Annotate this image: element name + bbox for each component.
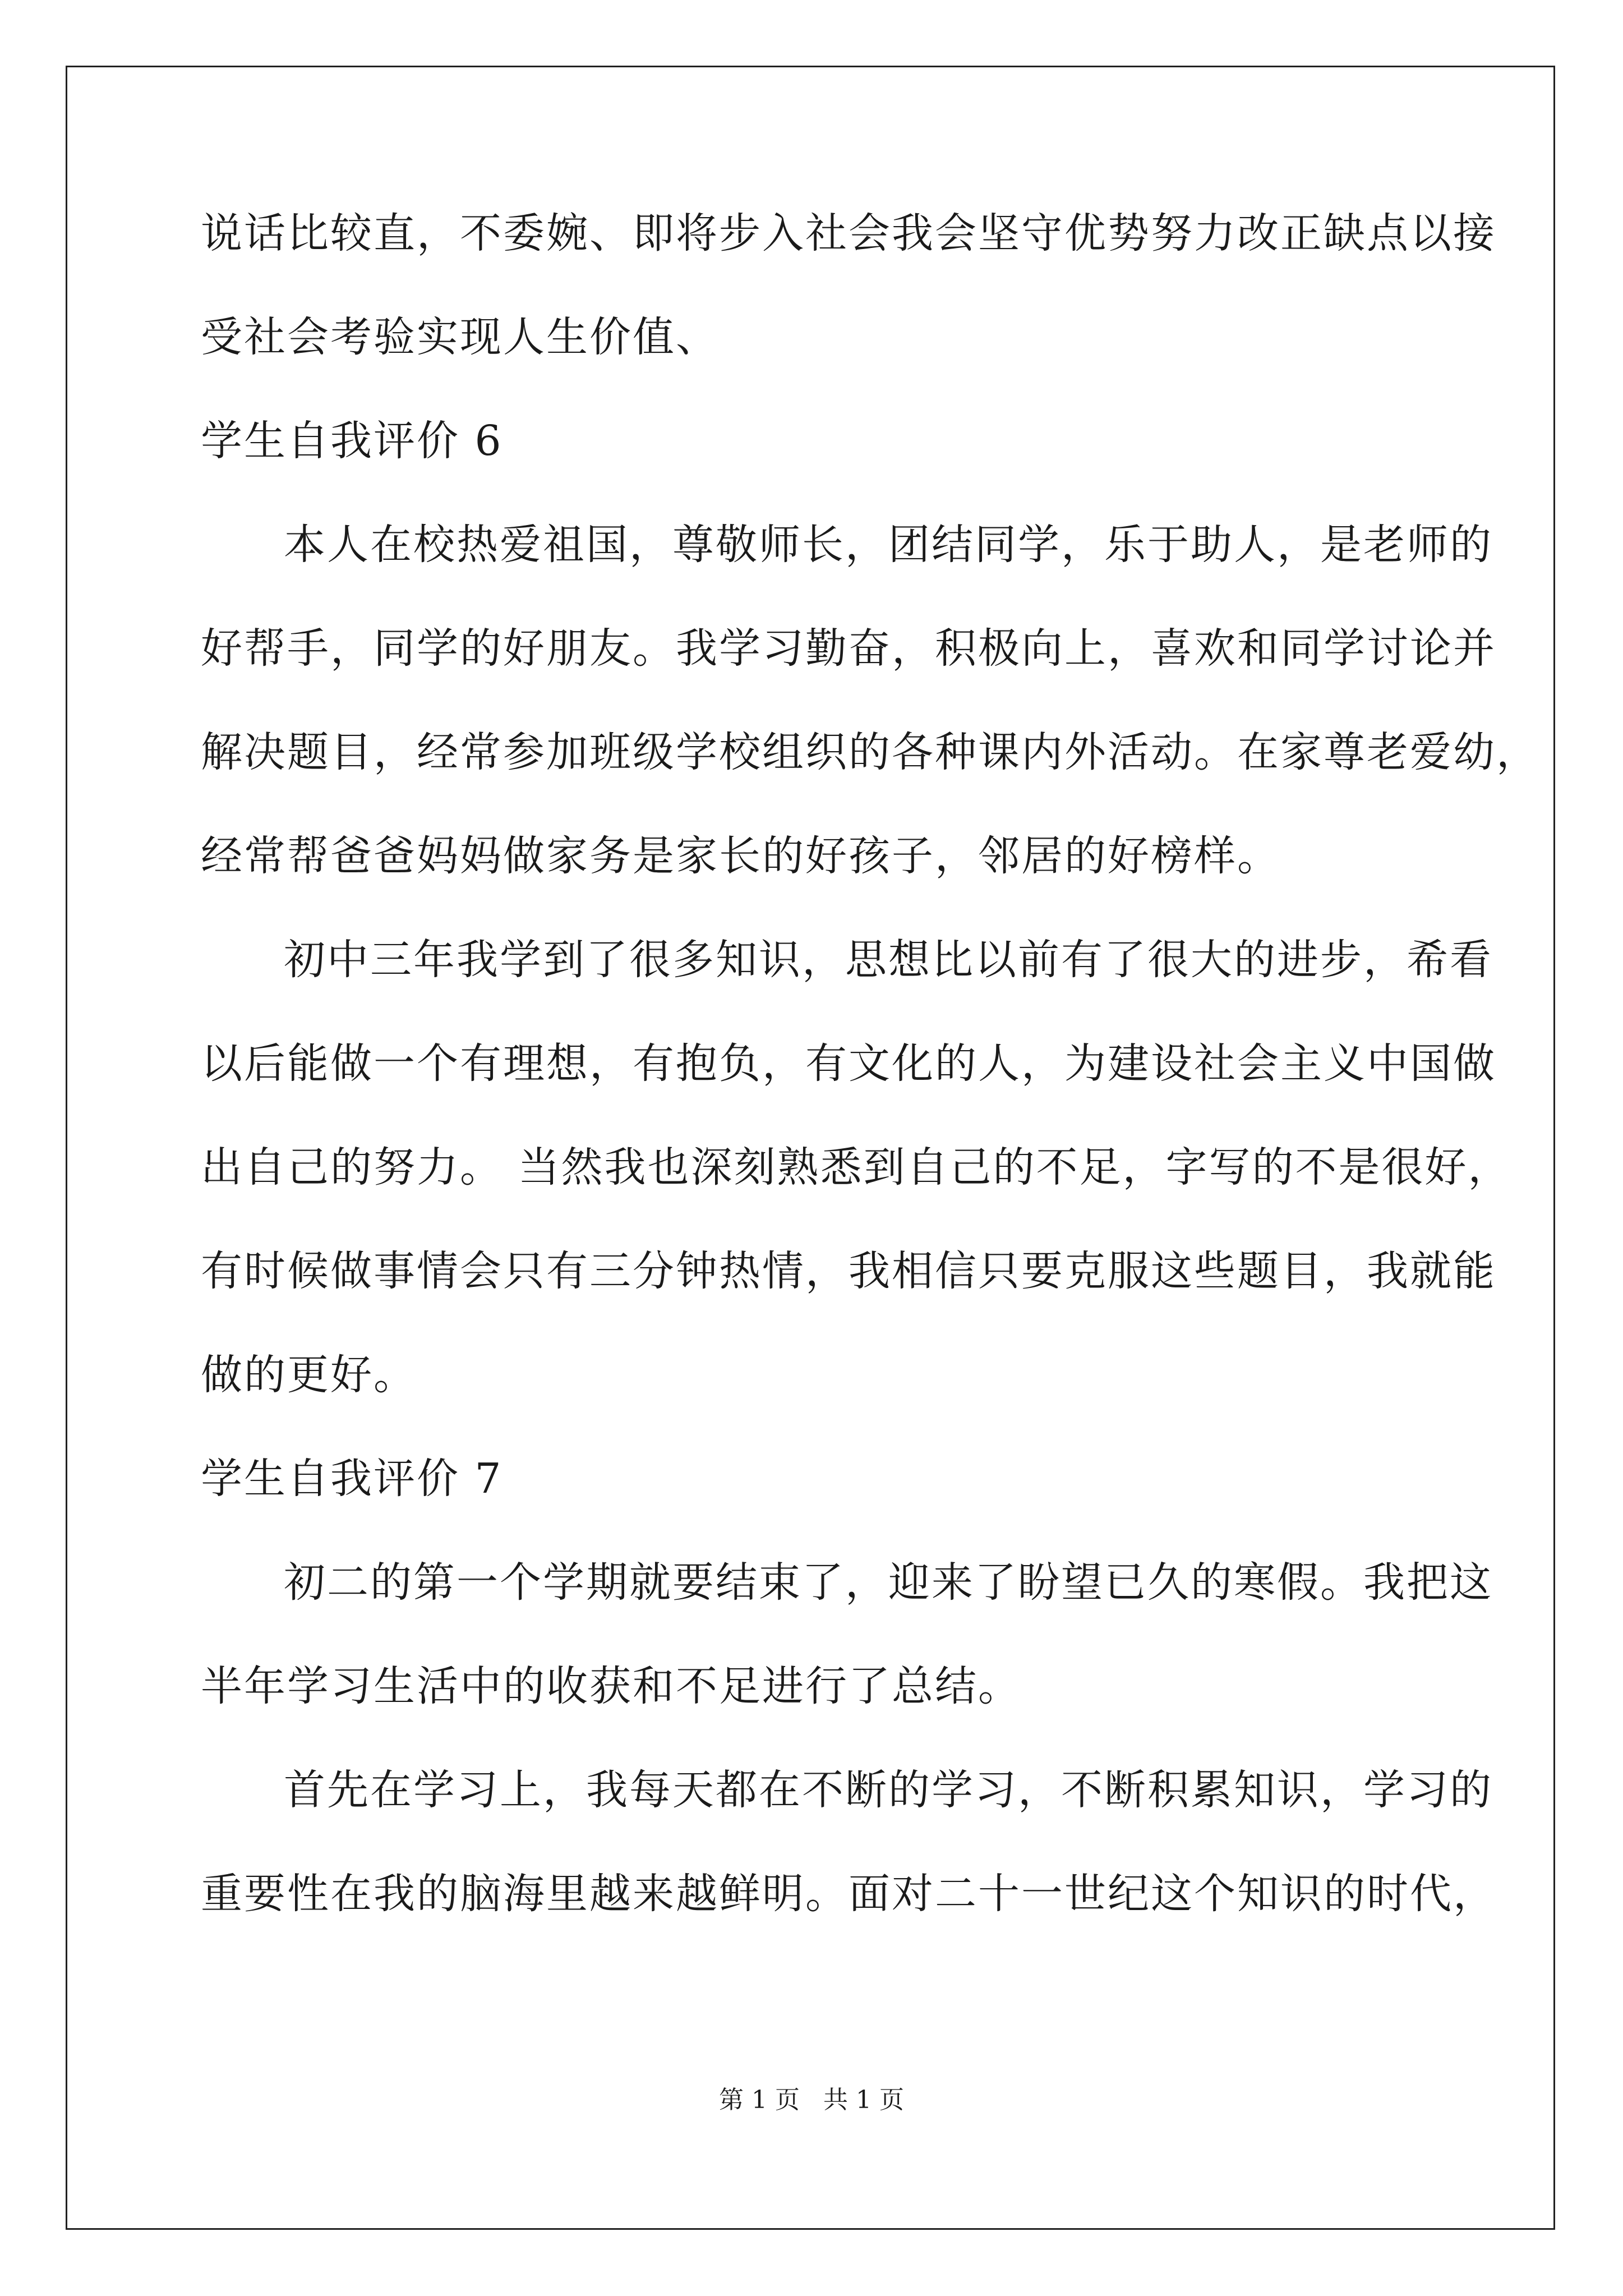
body-line: 经常帮爸爸妈妈做家务是家长的好孩子，邻居的好榜样。 <box>201 832 1280 880</box>
body-line-2: 受社会考验实现人生价值、 <box>201 313 719 361</box>
body-line: 出自己的努力。 当然我也深刻熟悉到自己的不足，字写的不是很好， <box>201 1143 1511 1191</box>
body-line: 做的更好。 <box>201 1351 417 1399</box>
paragraph-start: 初二的第一个学期就要结束了，迎来了盼望已久的寒假。我把这 <box>284 1558 1493 1607</box>
paragraph-start: 本人在校热爱祖国，尊敬师长，团结同学，乐于助人，是老师的 <box>284 521 1493 569</box>
body-line-1: 说话比较直，不委婉、即将步入社会我会坚守优势努力改正缺点以接 <box>201 209 1496 257</box>
page-number-footer: 第 1 页 共 1 页 <box>719 2086 904 2114</box>
body-line: 半年学习生活中的收获和不足进行了总结。 <box>201 1662 1021 1710</box>
document-body <box>201 208 1539 1920</box>
section-heading-6: 学生自我评价 6 <box>201 417 503 465</box>
paragraph-start: 首先在学习上，我每天都在不断的学习，不断积累知识，学习的 <box>284 1766 1493 1814</box>
body-line: 以后能做一个有理想，有抱负，有文化的人，为建设社会主义中国做 <box>201 1039 1496 1088</box>
body-line: 重要性在我的脑海里越来越鲜明。面对二十一世纪这个知识的时代， <box>201 1870 1496 1918</box>
body-line: 解决题目，经常参加班级学校组织的各种课内外活动。在家尊老爱幼， <box>201 728 1539 776</box>
paragraph-start: 初中三年我学到了很多知识，思想比以前有了很大的进步，希看 <box>284 936 1493 984</box>
body-line: 好帮手，同学的好朋友。我学习勤奋，积极向上，喜欢和同学讨论并 <box>201 624 1496 673</box>
section-heading-7: 学生自我评价 7 <box>201 1455 503 1503</box>
body-line: 有时候做事情会只有三分钟热情，我相信只要克服这些题目，我就能 <box>201 1247 1496 1295</box>
